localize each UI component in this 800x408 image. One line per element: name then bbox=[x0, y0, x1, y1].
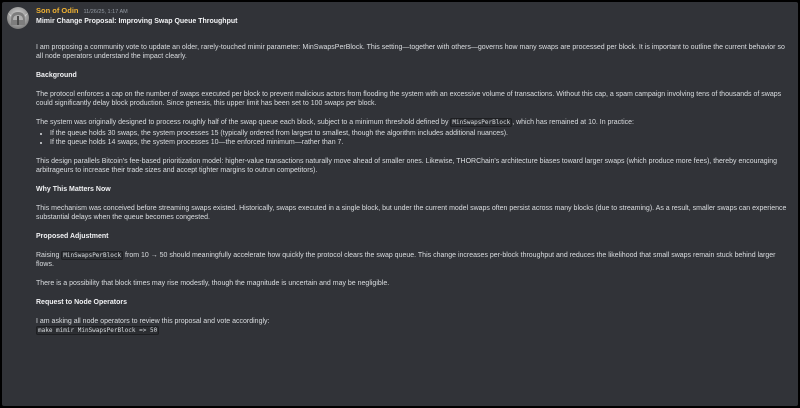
adjustment-heading: Proposed Adjustment bbox=[36, 233, 109, 240]
helmet-icon bbox=[7, 7, 29, 29]
inline-code-minswaps: MinSwapsPerBlock bbox=[452, 119, 511, 126]
request-heading: Request to Node Operators bbox=[36, 299, 128, 306]
background-paragraph-3: This design parallels Bitcoin's fee-based prioritization model: higher-value transactions naturally move ahead of smaller ones. Likewise, THORChain's architecture biases toward larger swaps (which produce more fees), thereby encouraging arbitrageurs to increase their trade sizes and accept tighter margins to outrun competitors). bbox=[36, 158, 778, 174]
user-avatar[interactable] bbox=[7, 7, 29, 29]
background-paragraph-2 bbox=[36, 118, 792, 127]
adjustment-paragraph-1 bbox=[36, 251, 792, 269]
background-heading: Background bbox=[36, 72, 77, 79]
background-paragraph-1: The protocol enforces a cap on the number of swaps executed per block to prevent malicious actors from flooding the system with an excessive volume of transactions. Without this cap, a spam campaign involving tens of thousands of swaps could significantly delay block production. Since genesis, this upper limit has been set to 100 swaps per block. bbox=[36, 91, 782, 107]
inline-code-minswaps: MinSwapsPerBlock bbox=[63, 252, 122, 259]
why-heading: Why This Matters Now bbox=[36, 186, 111, 193]
intro-paragraph: I am proposing a community vote to update an older, rarely-touched mimir parameter: MinSwapsPerBlock. This setting—together with others—governs how many swaps are processed per block. It is important to outline the current behavior so all node operators understand the impact clearly. bbox=[36, 44, 785, 60]
message-panel bbox=[2, 2, 798, 406]
background-paragraph-2-start: The system was originally designed to process roughly half of the swap queue each block, subject to a minimum threshold defined by bbox=[36, 119, 451, 126]
message-timestamp: 11/26/25, 1:17 AM bbox=[83, 9, 128, 15]
adjustment-paragraph-2: There is a possibility that block times may rise modestly, though the magnitude is uncertain and may be negligible. bbox=[36, 280, 390, 287]
list-item: • If the queue holds 30 swaps, the system processes 15 (typically ordered from largest to smallest, though the algorithm includes additional nuances). bbox=[50, 129, 792, 138]
proposal-title: Mimir Change Proposal: Improving Swap Queue Throughput bbox=[36, 18, 238, 25]
mimir-command-code: make mimir MinSwapsPerBlock => 50 bbox=[38, 327, 158, 334]
request-paragraph: I am asking all node operators to review this proposal and vote accordingly: bbox=[36, 318, 270, 325]
adjustment-paragraph-1-end: from 10 → 50 should meaningfully accelerate how quickly the protocol clears the swap queue. This change increases per-block throughput and reduces the likelihood that small swaps remain stuck behind larger flows. bbox=[36, 252, 776, 268]
why-paragraph: This mechanism was conceived before streaming swaps existed. Historically, swaps executed in a single block, but under the current model swaps often persist across many blocks (due to streaming). As a result, smaller swaps can experience substantial delays when the queue becomes congested. bbox=[36, 205, 787, 221]
adjustment-paragraph-1-start: Raising bbox=[36, 252, 62, 259]
message-body bbox=[36, 6, 792, 335]
message-header bbox=[36, 6, 792, 16]
example-list bbox=[36, 129, 792, 147]
command-line bbox=[36, 326, 792, 335]
background-paragraph-2-end: , which has remained at 10. In practice: bbox=[512, 119, 634, 126]
author-name[interactable]: Son of Odin bbox=[36, 6, 79, 15]
list-item: • If the queue holds 14 swaps, the system processes 10—the enforced minimum—rather than 7. bbox=[50, 138, 792, 147]
